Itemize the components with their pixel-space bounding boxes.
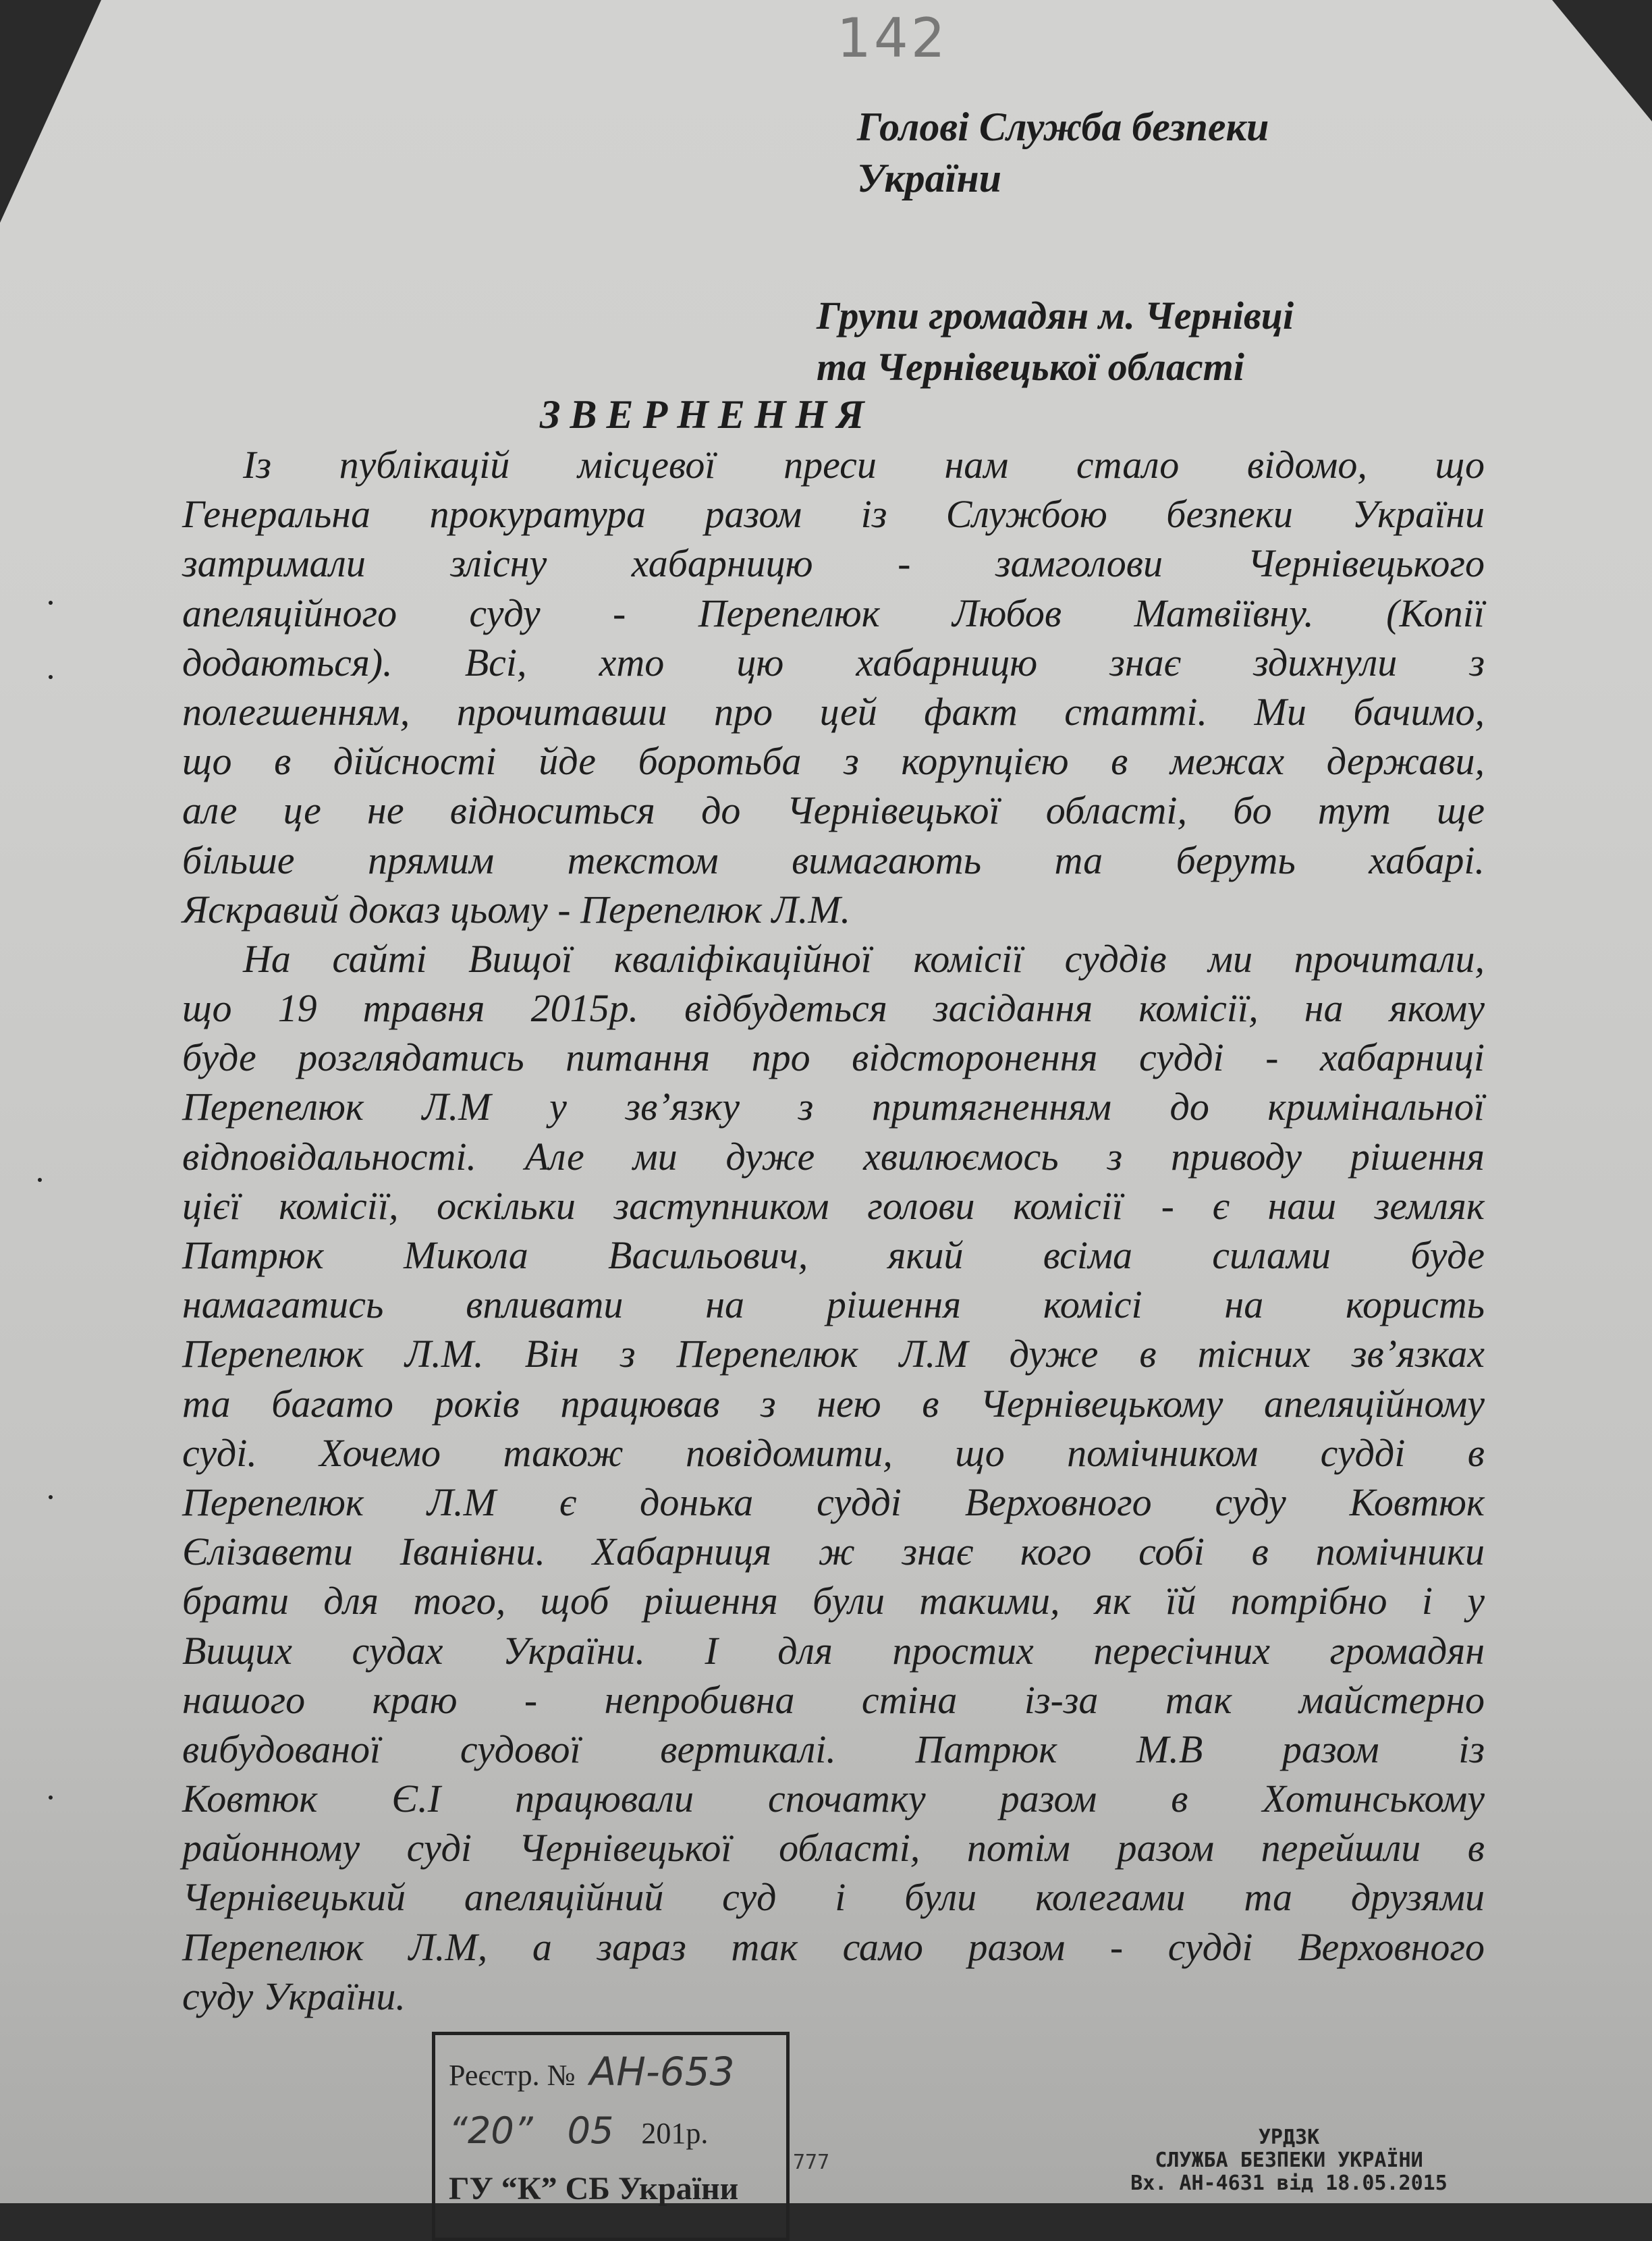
stamp-date-year: 201: [641, 2117, 686, 2150]
stamp-reg-label: Реєстр. №: [449, 2059, 576, 2092]
sender-block: [817, 290, 1294, 393]
stamp-date-suffix: р.: [686, 2117, 709, 2150]
sender-line-1: Групи громадян м. Чернівці: [817, 294, 1294, 338]
stamp-reg-number: АН-653: [589, 2049, 735, 2095]
body-line: Патрюк Микола Васильович, який всіма силами буде: [182, 1233, 1485, 1277]
body-line: апеляційного суду - Перепелюк Любов Матвіївну. (Копії: [182, 591, 1485, 635]
body-line: нашого краю - непробивна стіна із-за так майстерно: [182, 1677, 1485, 1722]
registration-stamp: [432, 2032, 790, 2241]
body-line: Єлізавети Іванівни. Хабарниця ж знає кого собі в помічники: [182, 1530, 1485, 1574]
sender-line-2: та Чернівецької області: [817, 345, 1244, 389]
body-line: Генеральна прокуратура разом із Службою безпеки України: [182, 492, 1485, 537]
body-line: вибудованої судової вертикалі. Патрюк М.В разом із: [182, 1727, 1485, 1771]
body-line: Яскравий доказ цьому - Перепелюк Л.М.: [182, 887, 851, 932]
margin-dot: [38, 1178, 42, 1182]
body-line: що 19 травня 2015р. відбудеться засідання комісії, на якому: [182, 986, 1485, 1031]
document-title: ЗВЕРНЕННЯ: [540, 392, 874, 437]
stamp-date-day: “20”: [449, 2109, 533, 2152]
document-body: [182, 440, 1485, 2021]
body-line: полегшенням, прочитавши про цей факт статті. Ми бачимо,: [182, 689, 1485, 734]
handwritten-page-number: 142: [837, 7, 948, 70]
body-line: На сайті Вищої кваліфікаційної комісії суддів ми прочитали,: [243, 936, 1485, 981]
body-line: суду України.: [182, 1974, 406, 2018]
body-line: Вищих судах України. І для простих пересічних громадян: [182, 1628, 1485, 1673]
margin-dot: [49, 675, 53, 679]
body-line: районному суді Чернівецької області, потім разом перейшли в: [182, 1826, 1485, 1870]
incoming-registry-stamp: [1073, 2126, 1505, 2195]
body-line: Із публікацій місцевої преси нам стало відомо, що: [243, 443, 1485, 487]
body-line: цієї комісії, оскільки заступником голови комісії - є наш земляк: [182, 1183, 1485, 1228]
body-line: Чернівецький апеляційний суд і були колегами та друзями: [182, 1875, 1485, 1920]
body-line: Перепелюк Л.М, а зараз так само разом - судді Верховного: [182, 1924, 1485, 1969]
body-line: додаються). Всі, хто цю хабарницю знає здихнули з: [182, 640, 1485, 684]
addressee-line-1: Голові Служба безпеки: [857, 105, 1269, 149]
body-line: що в дійсності йде боротьба з корупцією в межах держави,: [182, 739, 1485, 784]
registry-line-2: СЛУЖБА БЕЗПЕКИ УКРАЇНИ: [1155, 2149, 1423, 2172]
stamp-date-month: 05: [567, 2109, 614, 2152]
body-line: Перепелюк Л.М у зв’язку з притягненням до кримінальної: [182, 1085, 1485, 1129]
margin-dot: [49, 1495, 53, 1499]
margin-dot: [49, 601, 53, 605]
body-line: буде розглядатись питання про відсторонення судді - хабарниці: [182, 1035, 1485, 1080]
body-line: намагатись впливати на рішення комісі на користь: [182, 1282, 1485, 1327]
body-line: затримали злісну хабарницю - замголови Чернівецького: [182, 541, 1485, 586]
body-line: суді. Хочемо також повідомити, що помічником судді в: [182, 1430, 1485, 1475]
body-line: відповідальності. Але ми дуже хвилюємось з приводу рішення: [182, 1134, 1485, 1179]
body-line: брати для того, щоб рішення були такими, як їй потрібно і у: [182, 1579, 1485, 1623]
page-marker: 777: [793, 2151, 830, 2174]
addressee-block: [857, 101, 1269, 204]
body-line: та багато років працював з нею в Чернівецькому апеляційному: [182, 1381, 1485, 1426]
body-line: Ковтюк Є.І працювали спочатку разом в Хотинському: [182, 1777, 1485, 1821]
registry-line-1: УРДЗК: [1258, 2126, 1320, 2149]
body-line: Перепелюк Л.М. Він з Перепелюк Л.М дуже в тісних зв’язках: [182, 1332, 1485, 1376]
stamp-organization: ГУ “К” СБ України: [449, 2171, 739, 2207]
body-line: Перепелюк Л.М є донька судді Верховного суду Ковтюк: [182, 1480, 1485, 1524]
margin-dot: [49, 1796, 53, 1800]
body-line: більше прямим текстом вимагають та беруть хабарі.: [182, 838, 1485, 882]
addressee-line-2: України: [857, 156, 1002, 200]
body-line: але це не відноситься до Чернівецької області, бо тут ще: [182, 788, 1485, 833]
registry-line-3: Вх. АН-4631 від 18.05.2015: [1130, 2171, 1448, 2195]
